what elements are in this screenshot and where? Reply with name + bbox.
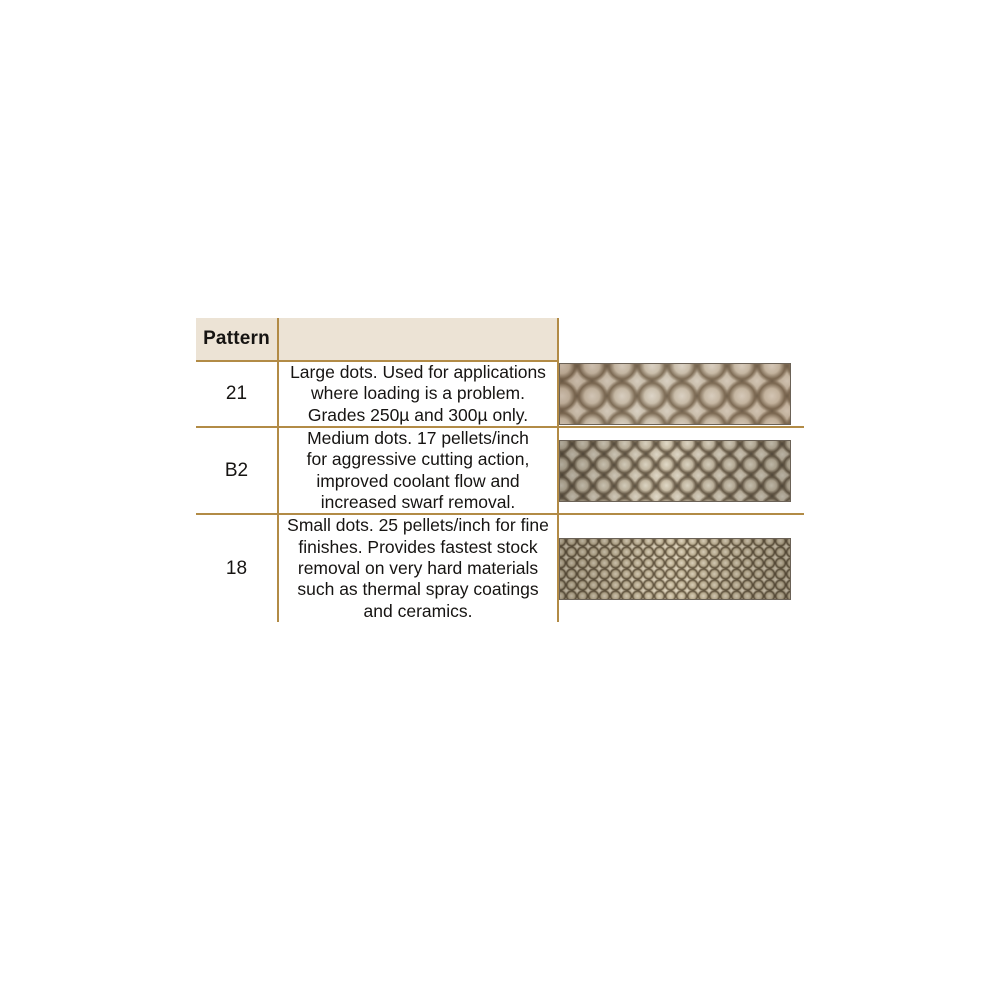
description-line: Grades 250µ and 300µ only. <box>307 404 529 425</box>
description-line: Small dots. 25 pellets/inch for fine <box>287 515 549 536</box>
header-cell-description <box>278 318 558 361</box>
description-line: such as thermal spray coatings <box>297 579 539 600</box>
description-line: finishes. Provides fastest stock <box>298 536 538 557</box>
table-row <box>196 361 804 427</box>
pattern-code-b2: B2 <box>196 427 278 514</box>
table-row <box>196 514 804 622</box>
medium-dot-abrasive-strip <box>559 440 791 502</box>
header-cell-pattern: Pattern <box>196 318 278 361</box>
pattern-code-18: 18 <box>196 514 278 622</box>
description-line: removal on very hard materials <box>297 558 539 579</box>
small-dot-abrasive-strip <box>559 538 791 600</box>
description-b2 <box>278 427 558 514</box>
description-18 <box>278 514 558 622</box>
description-21 <box>278 361 558 427</box>
image-cell-b2 <box>558 427 804 514</box>
pattern-table <box>196 318 804 622</box>
pattern-code-21: 21 <box>196 361 278 427</box>
description-line: for aggressive cutting action, <box>306 449 530 470</box>
description-line: Medium dots. 17 pellets/inch <box>307 428 529 449</box>
description-line: improved coolant flow and <box>316 470 520 491</box>
image-cell-18 <box>558 514 804 622</box>
description-line: where loading is a problem. <box>310 383 525 404</box>
table-header-row <box>196 318 804 361</box>
description-line: increased swarf removal. <box>320 492 516 513</box>
image-cell-21 <box>558 361 804 427</box>
description-line: and ceramics. <box>363 600 473 621</box>
header-cell-image <box>558 318 804 361</box>
table-row <box>196 427 804 514</box>
large-dot-abrasive-strip <box>559 363 791 425</box>
description-line: Large dots. Used for applications <box>290 362 546 382</box>
